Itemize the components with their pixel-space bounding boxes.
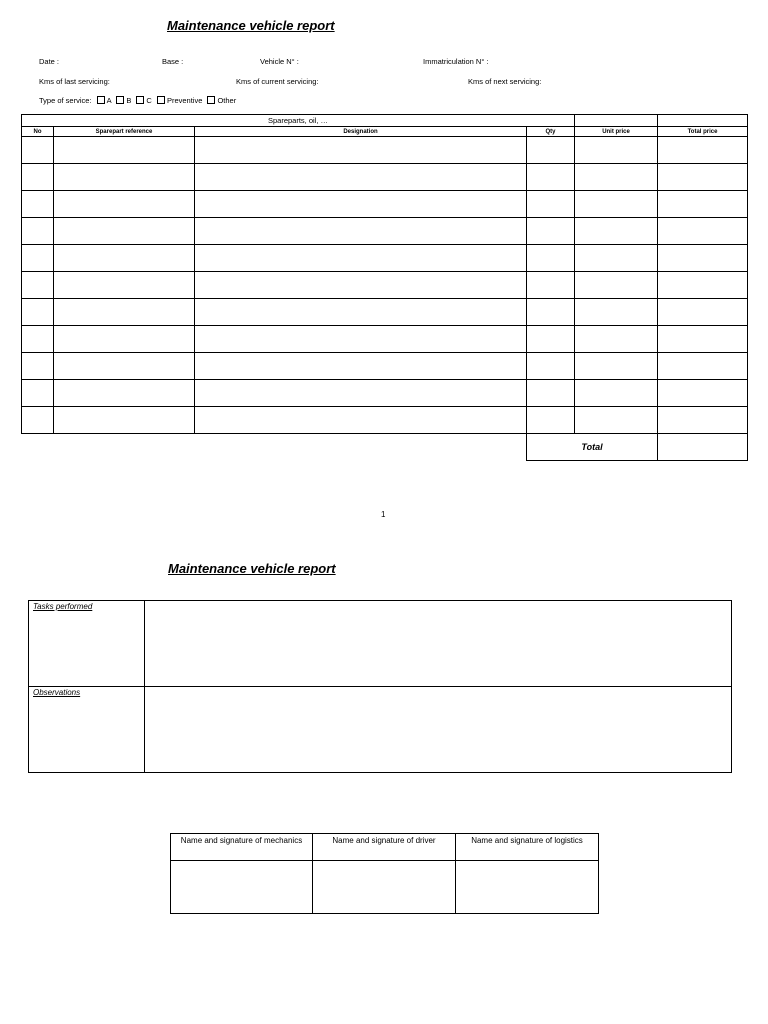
unit-price-cell[interactable]: [575, 245, 658, 272]
col-designation: Designation: [195, 127, 527, 137]
signatures-table: [170, 833, 599, 914]
checkbox-preventive[interactable]: [157, 96, 165, 104]
tasks-performed-label: Tasks performed: [29, 601, 145, 687]
tasks-row: [29, 601, 732, 687]
service-type-row: [39, 96, 236, 105]
designation-cell[interactable]: [195, 191, 527, 218]
designation-cell[interactable]: [195, 407, 527, 434]
option-b-label: B: [126, 96, 132, 105]
qty-cell[interactable]: [527, 218, 575, 245]
table-row: [22, 245, 748, 272]
parts-rows: [22, 137, 748, 434]
observations-cell[interactable]: [145, 687, 732, 773]
total-value-cell[interactable]: [658, 434, 748, 461]
date-field: Date :: [39, 57, 60, 66]
table-row: [22, 353, 748, 380]
no-cell[interactable]: [22, 137, 54, 164]
total-label: Total: [527, 434, 658, 461]
spareparts-group-header: Spareparts, oil, …: [22, 115, 575, 127]
option-c-label: C: [146, 96, 152, 105]
signature-mechanics-label: Name and signature of mechanics: [171, 834, 313, 861]
reference-cell[interactable]: [54, 407, 195, 434]
designation-cell[interactable]: [195, 164, 527, 191]
no-cell[interactable]: [22, 191, 54, 218]
reference-cell[interactable]: [54, 326, 195, 353]
reference-cell[interactable]: [54, 137, 195, 164]
total-price-cell[interactable]: [658, 164, 748, 191]
no-cell[interactable]: [22, 353, 54, 380]
table-row: [22, 191, 748, 218]
no-cell[interactable]: [22, 380, 54, 407]
no-cell[interactable]: [22, 164, 54, 191]
reference-cell[interactable]: [54, 380, 195, 407]
checkbox-b[interactable]: [116, 96, 124, 104]
qty-cell[interactable]: [527, 407, 575, 434]
reference-cell[interactable]: [54, 191, 195, 218]
column-header-row: [22, 127, 748, 137]
no-cell[interactable]: [22, 218, 54, 245]
no-cell[interactable]: [22, 245, 54, 272]
designation-cell[interactable]: [195, 299, 527, 326]
col-total-price: Total price: [658, 127, 748, 137]
reference-cell[interactable]: [54, 299, 195, 326]
unit-price-cell[interactable]: [575, 272, 658, 299]
col-qty: Qty: [527, 127, 575, 137]
unit-price-cell[interactable]: [575, 380, 658, 407]
col-sparepart-reference: Sparepart reference: [54, 127, 195, 137]
total-price-cell[interactable]: [658, 299, 748, 326]
service-type-label: Type of service:: [39, 96, 92, 105]
reference-cell[interactable]: [54, 164, 195, 191]
report-title: Maintenance vehicle report: [167, 18, 335, 33]
col-unit-price: Unit price: [575, 127, 658, 137]
total-price-cell[interactable]: [658, 353, 748, 380]
total-price-cell[interactable]: [658, 218, 748, 245]
table-row: [22, 380, 748, 407]
total-price-cell[interactable]: [658, 137, 748, 164]
kms-last-servicing-field: Kms of last servicing:: [39, 77, 110, 86]
signature-row: [171, 861, 599, 914]
qty-cell[interactable]: [527, 353, 575, 380]
no-cell[interactable]: [22, 272, 54, 299]
total-price-cell[interactable]: [658, 245, 748, 272]
table-row: [22, 164, 748, 191]
signature-logistics-cell[interactable]: [456, 861, 599, 914]
designation-cell[interactable]: [195, 380, 527, 407]
unit-price-cell[interactable]: [575, 218, 658, 245]
checkbox-c[interactable]: [136, 96, 144, 104]
total-row: [22, 434, 748, 461]
observations-row: [29, 687, 732, 773]
qty-cell[interactable]: [527, 299, 575, 326]
table-row: [22, 299, 748, 326]
qty-cell[interactable]: [527, 272, 575, 299]
qty-cell[interactable]: [527, 245, 575, 272]
tasks-table: [28, 600, 732, 773]
checkbox-other[interactable]: [207, 96, 215, 104]
reference-cell[interactable]: [54, 218, 195, 245]
signature-mechanics-cell[interactable]: [171, 861, 313, 914]
vehicle-number-field: Vehicle N° :: [260, 57, 299, 66]
signature-logistics-label: Name and signature of logistics: [456, 834, 599, 861]
qty-cell[interactable]: [527, 326, 575, 353]
unit-price-cell[interactable]: [575, 164, 658, 191]
table-row: [22, 137, 748, 164]
total-price-cell[interactable]: [658, 272, 748, 299]
base-field: Base :: [162, 57, 184, 66]
total-price-cell[interactable]: [658, 407, 748, 434]
option-a-label: A: [106, 96, 112, 105]
total-price-cell[interactable]: [658, 326, 748, 353]
table-row: [22, 326, 748, 353]
qty-cell[interactable]: [527, 137, 575, 164]
designation-cell[interactable]: [195, 218, 527, 245]
option-preventive-label: Preventive: [166, 96, 203, 105]
page-number: 1: [381, 510, 386, 519]
checkbox-a[interactable]: [97, 96, 105, 104]
kms-next-servicing-field: Kms of next servicing:: [468, 77, 542, 86]
table-row: [22, 407, 748, 434]
reference-cell[interactable]: [54, 353, 195, 380]
unit-price-cell[interactable]: [575, 299, 658, 326]
designation-cell[interactable]: [195, 353, 527, 380]
immatriculation-field: Immatriculation N° :: [423, 57, 489, 66]
signature-header-row: [171, 834, 599, 861]
total-price-cell[interactable]: [658, 191, 748, 218]
qty-cell[interactable]: [527, 164, 575, 191]
qty-cell[interactable]: [527, 191, 575, 218]
unit-price-cell[interactable]: [575, 326, 658, 353]
observations-label: Observations: [29, 687, 145, 773]
report-title-page2: Maintenance vehicle report: [168, 561, 336, 576]
kms-current-servicing-field: Kms of current servicing:: [236, 77, 319, 86]
no-cell[interactable]: [22, 407, 54, 434]
signature-driver-label: Name and signature of driver: [313, 834, 456, 861]
designation-cell[interactable]: [195, 272, 527, 299]
qty-cell[interactable]: [527, 380, 575, 407]
unit-price-cell[interactable]: [575, 191, 658, 218]
signature-driver-cell[interactable]: [313, 861, 456, 914]
group-header-row: [22, 115, 748, 127]
reference-cell[interactable]: [54, 272, 195, 299]
reference-cell[interactable]: [54, 245, 195, 272]
unit-price-cell[interactable]: [575, 407, 658, 434]
option-other-label: Other: [217, 96, 237, 105]
no-cell[interactable]: [22, 299, 54, 326]
unit-price-cell[interactable]: [575, 137, 658, 164]
designation-cell[interactable]: [195, 137, 527, 164]
table-row: [22, 272, 748, 299]
tasks-performed-cell[interactable]: [145, 601, 732, 687]
col-no: No: [22, 127, 54, 137]
table-row: [22, 218, 748, 245]
designation-cell[interactable]: [195, 245, 527, 272]
total-price-cell[interactable]: [658, 380, 748, 407]
no-cell[interactable]: [22, 326, 54, 353]
unit-price-cell[interactable]: [575, 353, 658, 380]
spareparts-table: [21, 114, 748, 461]
designation-cell[interactable]: [195, 326, 527, 353]
